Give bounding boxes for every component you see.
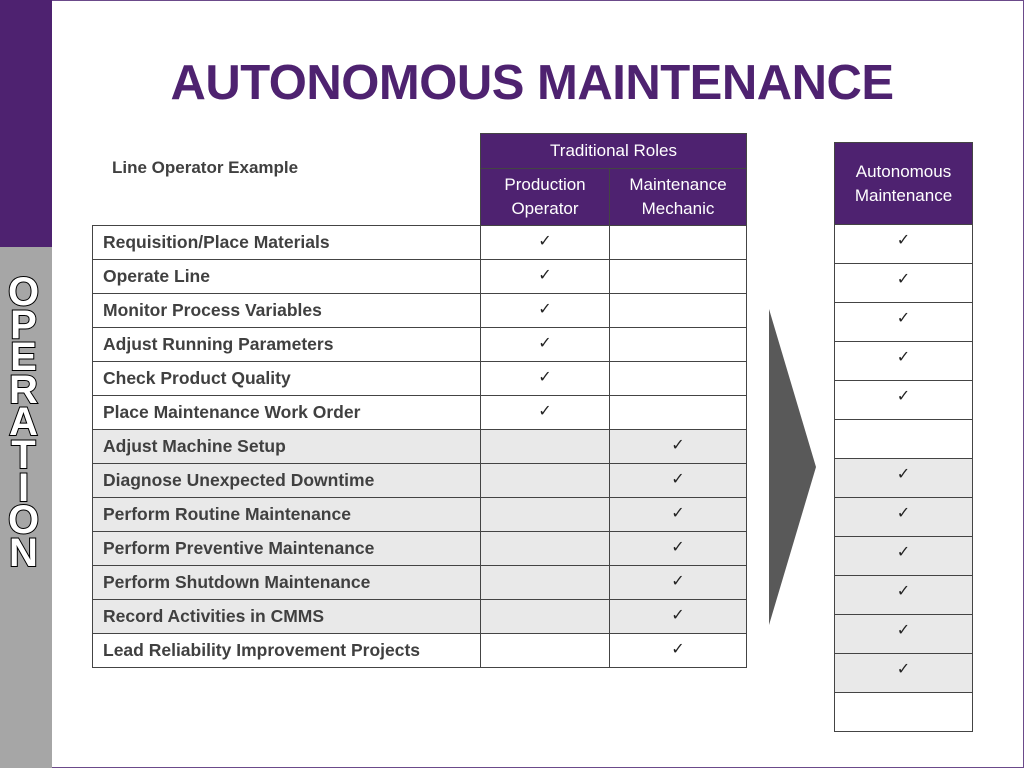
production-operator-check: ✓ bbox=[481, 328, 610, 362]
task-cell: Adjust Running Parameters bbox=[93, 328, 481, 362]
autonomous-maintenance-header bbox=[835, 143, 973, 225]
production-operator-line2: Operator bbox=[511, 199, 579, 218]
side-letter: P bbox=[10, 302, 37, 347]
autonomous-maintenance-check: ✓ bbox=[835, 537, 973, 576]
table-row bbox=[835, 537, 973, 576]
table-row bbox=[835, 693, 973, 732]
maintenance-mechanic-check: ✓ bbox=[610, 634, 747, 668]
production-operator-check bbox=[481, 600, 610, 634]
side-bar-purple bbox=[0, 0, 52, 247]
task-cell: Monitor Process Variables bbox=[93, 294, 481, 328]
production-operator-check bbox=[481, 566, 610, 600]
slide-title: AUTONOMOUS MAINTENANCE bbox=[170, 56, 894, 110]
table-row bbox=[93, 464, 747, 498]
production-operator-check: ✓ bbox=[481, 362, 610, 396]
maintenance-mechanic-check: ✓ bbox=[610, 600, 747, 634]
side-letter: A bbox=[9, 400, 38, 445]
side-vertical-word bbox=[0, 270, 47, 575]
production-operator-check bbox=[481, 464, 610, 498]
table-row bbox=[93, 260, 747, 294]
table-row bbox=[835, 420, 973, 459]
maintenance-mechanic-check: ✓ bbox=[610, 498, 747, 532]
side-letter: N bbox=[9, 530, 38, 575]
table-row bbox=[93, 498, 747, 532]
table-row bbox=[93, 430, 747, 464]
task-cell: Perform Preventive Maintenance bbox=[93, 532, 481, 566]
table-row bbox=[835, 303, 973, 342]
autonomous-header-line1: Autonomous bbox=[855, 161, 952, 181]
production-operator-check bbox=[481, 532, 610, 566]
table-row bbox=[93, 362, 747, 396]
task-cell: Check Product Quality bbox=[93, 362, 481, 396]
production-operator-check: ✓ bbox=[481, 294, 610, 328]
table-row bbox=[93, 566, 747, 600]
side-letter: R bbox=[9, 367, 38, 412]
autonomous-maintenance-check: ✓ bbox=[835, 303, 973, 342]
table-row bbox=[93, 532, 747, 566]
production-operator-line1: Production bbox=[504, 175, 586, 194]
production-operator-check: ✓ bbox=[481, 226, 610, 260]
table-row bbox=[835, 225, 973, 264]
production-operator-check bbox=[481, 634, 610, 668]
example-label: Line Operator Example bbox=[112, 158, 299, 177]
production-operator-check bbox=[481, 430, 610, 464]
maintenance-mechanic-check bbox=[610, 260, 747, 294]
autonomous-header-line2: Maintenance bbox=[854, 185, 953, 205]
table-corner-blank bbox=[93, 169, 481, 226]
task-cell: Lead Reliability Improvement Projects bbox=[93, 634, 481, 668]
autonomous-maintenance-check: ✓ bbox=[835, 498, 973, 537]
maintenance-mechanic-check bbox=[610, 396, 747, 430]
side-letter: O bbox=[7, 498, 40, 543]
task-cell: Operate Line bbox=[93, 260, 481, 294]
table-row bbox=[835, 498, 973, 537]
autonomous-maintenance-check: ✓ bbox=[835, 459, 973, 498]
task-cell: Record Activities in CMMS bbox=[93, 600, 481, 634]
maintenance-mechanic-check: ✓ bbox=[610, 430, 747, 464]
maintenance-mechanic-check bbox=[610, 294, 747, 328]
autonomous-maintenance-table bbox=[834, 142, 973, 732]
table-row bbox=[835, 381, 973, 420]
table-corner-blank bbox=[93, 134, 481, 169]
table-row bbox=[93, 328, 747, 362]
task-cell: Diagnose Unexpected Downtime bbox=[93, 464, 481, 498]
production-operator-check: ✓ bbox=[481, 260, 610, 294]
task-cell: Adjust Machine Setup bbox=[93, 430, 481, 464]
table-row bbox=[835, 459, 973, 498]
production-operator-header bbox=[481, 169, 610, 226]
maintenance-mechanic-line1: Maintenance bbox=[629, 175, 727, 194]
autonomous-maintenance-check: ✓ bbox=[835, 654, 973, 693]
traditional-roles-header: Traditional Roles bbox=[481, 134, 747, 169]
table-row bbox=[93, 226, 747, 260]
table-row bbox=[93, 600, 747, 634]
table-row bbox=[835, 654, 973, 693]
maintenance-mechanic-check: ✓ bbox=[610, 566, 747, 600]
maintenance-mechanic-header bbox=[610, 169, 747, 226]
table-row bbox=[93, 396, 747, 430]
maintenance-mechanic-check bbox=[610, 362, 747, 396]
autonomous-maintenance-check: ✓ bbox=[835, 576, 973, 615]
autonomous-maintenance-check bbox=[835, 693, 973, 732]
maintenance-mechanic-check bbox=[610, 226, 747, 260]
table-row bbox=[835, 264, 973, 303]
autonomous-maintenance-check: ✓ bbox=[835, 615, 973, 654]
table-row bbox=[93, 634, 747, 668]
side-letter: T bbox=[11, 432, 36, 477]
task-cell: Perform Shutdown Maintenance bbox=[93, 566, 481, 600]
table-row bbox=[835, 615, 973, 654]
side-letter: I bbox=[17, 465, 30, 510]
side-letter: E bbox=[10, 335, 37, 380]
task-cell: Requisition/Place Materials bbox=[93, 226, 481, 260]
production-operator-check bbox=[481, 498, 610, 532]
arrow-right-icon bbox=[769, 309, 817, 625]
autonomous-maintenance-check: ✓ bbox=[835, 342, 973, 381]
autonomous-maintenance-check: ✓ bbox=[835, 264, 973, 303]
maintenance-mechanic-check: ✓ bbox=[610, 464, 747, 498]
maintenance-mechanic-line2: Mechanic bbox=[641, 199, 715, 218]
production-operator-check: ✓ bbox=[481, 396, 610, 430]
table-row bbox=[93, 294, 747, 328]
table-row bbox=[835, 576, 973, 615]
maintenance-mechanic-check bbox=[610, 328, 747, 362]
task-cell: Perform Routine Maintenance bbox=[93, 498, 481, 532]
autonomous-maintenance-check: ✓ bbox=[835, 381, 973, 420]
autonomous-maintenance-check: ✓ bbox=[835, 225, 973, 264]
traditional-roles-table bbox=[92, 133, 747, 668]
side-letter: O bbox=[7, 270, 40, 314]
autonomous-maintenance-check bbox=[835, 420, 973, 459]
task-cell: Place Maintenance Work Order bbox=[93, 396, 481, 430]
table-row bbox=[835, 342, 973, 381]
maintenance-mechanic-check: ✓ bbox=[610, 532, 747, 566]
